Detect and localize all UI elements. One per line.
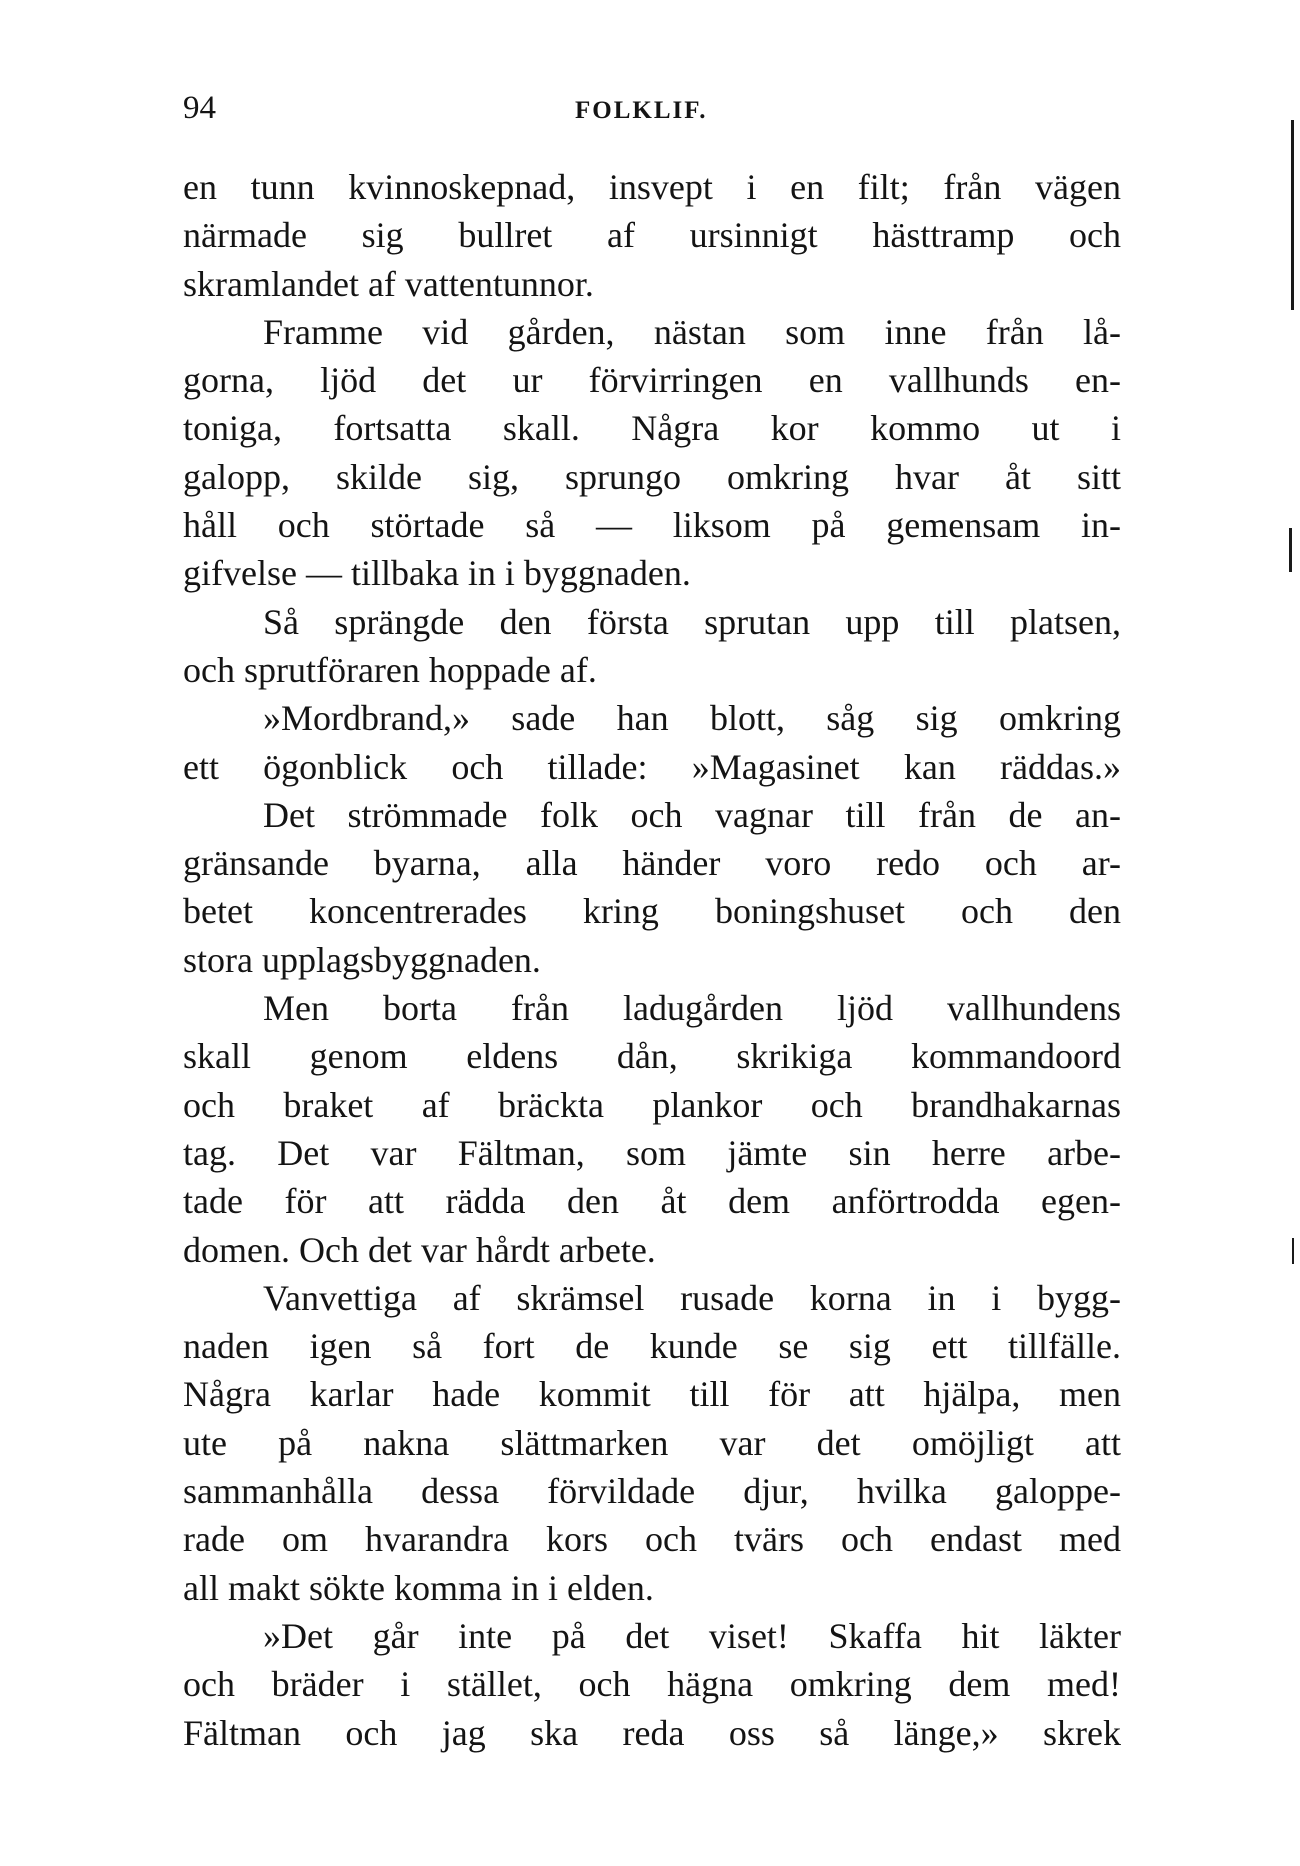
text-line: en tunn kvinnoskepnad, insvept i en filt; från vägen <box>183 167 1121 207</box>
running-head <box>183 88 1123 128</box>
text-line: tag. Det var Fältman, som jämte sin herre arbe- <box>183 1132 1121 1173</box>
text-line: naden igen så fort de kunde se sig ett tillfälle. <box>183 1326 1121 1367</box>
text-line: Vanvettiga af skrämsel rusade korna in i bygg- <box>263 1277 1121 1318</box>
text-line: stora upplagsbyggnaden. <box>183 939 541 980</box>
body-text <box>183 163 1121 1757</box>
text-line: Men borta från ladugården ljöd vallhundens <box>263 988 1121 1029</box>
text-line: och braket af bräckta plankor och brandhakarnas <box>183 1084 1121 1125</box>
text-line: tade för att rädda den åt dem anförtrodda egen- <box>183 1181 1121 1222</box>
text-line: skall genom eldens dån, skrikiga kommandoord <box>183 1036 1121 1077</box>
text-line: Det strömmade folk och vagnar till från de an- <box>263 794 1121 835</box>
text-line: gränsande byarna, alla händer voro redo och ar- <box>183 843 1121 884</box>
text-line: galopp, skilde sig, sprungo omkring hvar åt sitt <box>183 456 1121 497</box>
text-line: Så sprängde den första sprutan upp till platsen, <box>263 601 1121 642</box>
text-line: närmade sig bullret af ursinnigt hästtramp och <box>183 215 1121 256</box>
page-number: 94 <box>183 90 216 126</box>
text-line: Fältman och jag ska reda oss så länge,» skrek <box>183 1712 1121 1753</box>
text-line: ett ögonblick och tillade: »Magasinet kan räddas.» <box>183 746 1121 787</box>
text-line: och sprutföraren hoppade af. <box>183 649 597 690</box>
text-line: gifvelse — tillbaka in i byggnaden. <box>183 553 691 594</box>
text-line: och bräder i stället, och hägna omkring dem med! <box>183 1664 1121 1705</box>
scan-edge-mark <box>1292 1238 1294 1264</box>
text-line: sammanhålla dessa förvildade djur, hvilka galoppe- <box>183 1471 1121 1512</box>
text-line: all makt sökte komma in i elden. <box>183 1567 654 1608</box>
scan-edge-mark <box>1291 120 1294 310</box>
text-line: ute på nakna slättmarken var det omöjligt att <box>183 1422 1121 1463</box>
text-line: »Mordbrand,» sade han blott, såg sig omkring <box>263 698 1121 739</box>
text-line: Framme vid gården, nästan som inne från lå- <box>263 311 1121 352</box>
running-title: FOLKLIF. <box>575 97 708 124</box>
text-line: skramlandet af vattentunnor. <box>183 263 594 304</box>
text-line: betet koncentrerades kring boningshuset och den <box>183 891 1121 932</box>
text-line: håll och störtade så — liksom på gemensam in- <box>183 505 1121 546</box>
text-line: domen. Och det var hårdt arbete. <box>183 1229 656 1270</box>
text-line: gorna, ljöd det ur förvirringen en vallhunds en- <box>183 360 1121 401</box>
text-line: rade om hvarandra kors och tvärs och endast med <box>183 1519 1121 1560</box>
text-line: Några karlar hade kommit till för att hjälpa, men <box>183 1374 1121 1415</box>
scan-edge-mark <box>1289 528 1292 572</box>
text-line: »Det går inte på det viset! Skaffa hit läkter <box>263 1615 1121 1656</box>
text-line: toniga, fortsatta skall. Några kor kommo ut i <box>183 408 1121 449</box>
